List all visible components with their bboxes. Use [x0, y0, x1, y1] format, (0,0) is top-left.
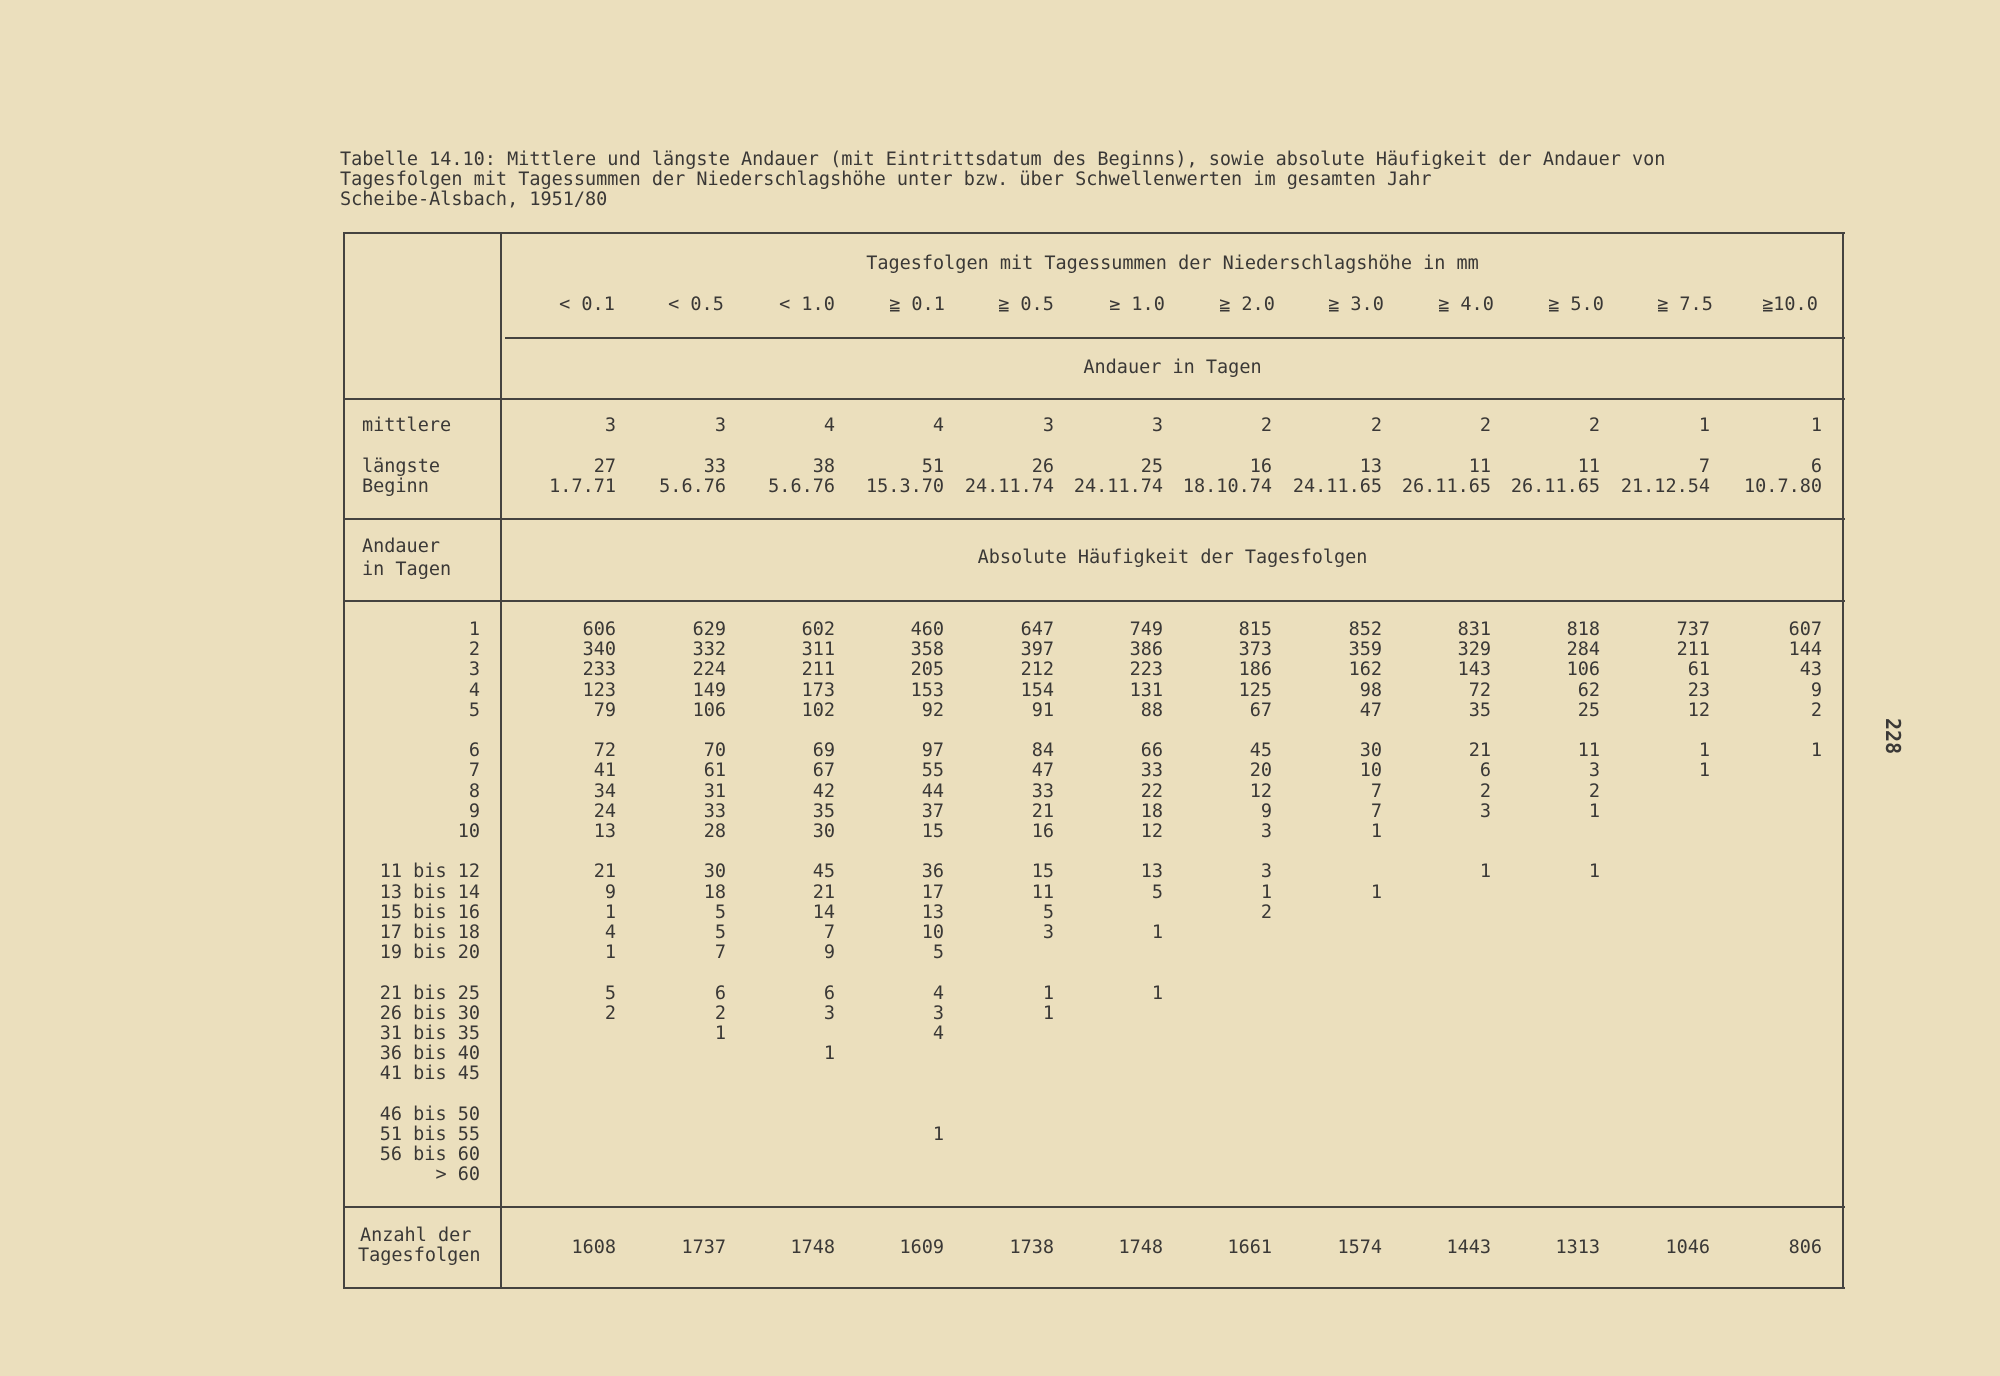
table-cell: 606: [582, 619, 616, 640]
mittlere-value: 4: [823, 415, 835, 436]
column-header: ≧ 3.0: [1328, 294, 1384, 315]
table-cell: 2: [604, 1003, 616, 1024]
frequency-header: Absolute Häufigkeit der Tagesfolgen: [977, 547, 1368, 568]
table-cell: 852: [1348, 619, 1382, 640]
table-cell: 211: [801, 659, 835, 680]
table-cell: 205: [910, 659, 944, 680]
table-cell: 18: [1140, 801, 1163, 822]
table-cell: 28: [703, 821, 726, 842]
table-cell: 818: [1566, 619, 1600, 640]
table-cell: 20: [1249, 760, 1272, 781]
table-cell: 173: [801, 680, 835, 701]
table-top-rule: [345, 232, 1845, 234]
table-cell: 98: [1359, 680, 1382, 701]
total-value: 1748: [790, 1237, 835, 1258]
table-cell: 607: [1788, 619, 1822, 640]
beginn-value: 26.11.65: [1510, 476, 1600, 497]
beginn-value: 15.3.70: [866, 476, 944, 497]
table-cell: 30: [1359, 740, 1382, 761]
column-header: < 0.1: [559, 294, 615, 315]
table-cell: 749: [1129, 619, 1163, 640]
table-cell: 7: [1370, 781, 1382, 802]
table-cell: 84: [1031, 740, 1054, 761]
row-label: 46 bis 50: [379, 1104, 480, 1125]
table-cell: 1: [1042, 1003, 1054, 1024]
table-cell: 3: [823, 1003, 835, 1024]
table-cell: 284: [1566, 639, 1600, 660]
row-label: 4: [468, 680, 480, 701]
laengste-value: 11: [1577, 456, 1600, 477]
row-label: 5: [468, 700, 480, 721]
table-cell: 233: [582, 659, 616, 680]
table-cell: 7: [1370, 801, 1382, 822]
total-value: 1574: [1337, 1237, 1382, 1258]
table-cell: 332: [692, 639, 726, 660]
table-cell: 1: [1370, 821, 1382, 842]
table-cell: 70: [703, 740, 726, 761]
table-cell: 72: [593, 740, 616, 761]
stats-rule: [345, 518, 1845, 520]
laengste-value: 25: [1140, 456, 1163, 477]
row-label: 2: [468, 639, 480, 660]
table-cell: 4: [932, 983, 944, 1004]
table-cell: 92: [921, 700, 944, 721]
table-cell: 1: [1810, 740, 1822, 761]
table-right-border: [1842, 232, 1844, 1289]
row-label: 9: [468, 801, 480, 822]
table-cell: 4: [932, 1023, 944, 1044]
row-label: 8: [468, 781, 480, 802]
beginn-value: 10.7.80: [1744, 476, 1822, 497]
table-cell: 6: [823, 983, 835, 1004]
table-cell: 10: [921, 922, 944, 943]
table-cell: 2: [1260, 902, 1272, 923]
table-cell: 30: [703, 861, 726, 882]
mittlere-value: 4: [932, 415, 944, 436]
mittlere-value: 2: [1260, 415, 1272, 436]
table-cell: 45: [1249, 740, 1272, 761]
table-cell: 5: [1151, 882, 1163, 903]
table-cell: 5: [1042, 902, 1054, 923]
table-cell: 67: [812, 760, 835, 781]
table-cell: 1: [1151, 983, 1163, 1004]
row-label: 36 bis 40: [379, 1043, 480, 1064]
table-cell: 143: [1457, 659, 1491, 680]
table-cell: 162: [1348, 659, 1382, 680]
table-cell: 1: [1698, 740, 1710, 761]
row-label: > 60: [435, 1164, 480, 1185]
beginn-label: Beginn: [362, 476, 429, 497]
row-label: 1: [468, 619, 480, 640]
table-cell: 1: [932, 1124, 944, 1145]
table-cell: 5: [714, 922, 726, 943]
table-cell: 13: [1140, 861, 1163, 882]
column-header: ≥ 1.0: [1109, 294, 1165, 315]
total-value: 1748: [1118, 1237, 1163, 1258]
row-label: 19 bis 20: [379, 942, 480, 963]
beginn-value: 26.11.65: [1401, 476, 1491, 497]
table-cell: 11: [1577, 740, 1600, 761]
laengste-value: 16: [1249, 456, 1272, 477]
row-label: 51 bis 55: [379, 1124, 480, 1145]
mittlere-value: 3: [1042, 415, 1054, 436]
table-cell: 33: [703, 801, 726, 822]
table-cell: 397: [1020, 639, 1054, 660]
total-value: 1443: [1446, 1237, 1491, 1258]
table-cell: 311: [801, 639, 835, 660]
laengste-value: 7: [1698, 456, 1710, 477]
mittlere-value: 2: [1370, 415, 1382, 436]
table-cell: 21: [812, 882, 835, 903]
table-cell: 1: [1588, 861, 1600, 882]
table-cell: 47: [1031, 760, 1054, 781]
table-cell: 18: [703, 882, 726, 903]
table-cell: 14: [812, 902, 835, 923]
group-header: Tagesfolgen mit Tagessummen der Niederschlagshöhe in mm: [866, 253, 1479, 274]
row-label: 31 bis 35: [379, 1023, 480, 1044]
table-cell: 61: [703, 760, 726, 781]
andauer-rule: [345, 398, 1845, 400]
table-cell: 33: [1140, 760, 1163, 781]
table-cell: 223: [1129, 659, 1163, 680]
table-cell: 629: [692, 619, 726, 640]
table-cell: 1: [1151, 922, 1163, 943]
total-value: 1661: [1227, 1237, 1272, 1258]
table-cell: 30: [812, 821, 835, 842]
table-cell: 12: [1140, 821, 1163, 842]
table-cell: 61: [1687, 659, 1710, 680]
table-cell: 1: [1588, 801, 1600, 822]
beginn-value: 1.7.71: [549, 476, 616, 497]
table-cell: 12: [1687, 700, 1710, 721]
table-left-border: [343, 232, 345, 1289]
total-value: 1608: [571, 1237, 616, 1258]
table-cell: 106: [692, 700, 726, 721]
header-rule: [505, 337, 1845, 339]
table-cell: 25: [1577, 700, 1600, 721]
row-label: 7: [468, 760, 480, 781]
table-cell: 831: [1457, 619, 1491, 640]
table-cell: 17: [921, 882, 944, 903]
table-cell: 2: [1479, 781, 1491, 802]
table-cell: 106: [1566, 659, 1600, 680]
column-header: ≧10.0: [1762, 294, 1818, 315]
table-cell: 6: [1479, 760, 1491, 781]
table-cell: 35: [812, 801, 835, 822]
row-header-label: Andauer: [362, 536, 440, 557]
table-cell: 9: [604, 882, 616, 903]
table-cell: 3: [1042, 922, 1054, 943]
table-cell: 1: [1479, 861, 1491, 882]
table-cell: 815: [1238, 619, 1272, 640]
table-cell: 22: [1140, 781, 1163, 802]
table-cell: 67: [1249, 700, 1272, 721]
table-caption: Tabelle 14.10: Mittlere und längste Andauer (mit Eintrittsdatum des Beginns), sowie absolute Häufigkeit der Andauer von Tagesfolgen mit Tagessummen der Niederschlagshöhe unter bzw. über Schwellenwerten im gesamten Jahr Scheibe-Alsbach, 1951/80: [340, 149, 1666, 210]
table-cell: 47: [1359, 700, 1382, 721]
table-cell: 123: [582, 680, 616, 701]
table-cell: 24: [593, 801, 616, 822]
table-cell: 7: [714, 942, 726, 963]
table-cell: 359: [1348, 639, 1382, 660]
table-cell: 5: [932, 942, 944, 963]
table-cell: 3: [932, 1003, 944, 1024]
row-label: 56 bis 60: [379, 1144, 480, 1165]
laengste-value: 27: [593, 456, 616, 477]
table-cell: 55: [921, 760, 944, 781]
column-header: ≧ 2.0: [1219, 294, 1275, 315]
laengste-value: 6: [1810, 456, 1822, 477]
table-cell: 16: [1031, 821, 1054, 842]
table-cell: 737: [1676, 619, 1710, 640]
table-cell: 33: [1031, 781, 1054, 802]
row-label: 6: [468, 740, 480, 761]
table-cell: 329: [1457, 639, 1491, 660]
table-cell: 13: [593, 821, 616, 842]
table-cell: 41: [593, 760, 616, 781]
table-cell: 72: [1468, 680, 1491, 701]
table-cell: 460: [910, 619, 944, 640]
body-rule: [345, 1206, 1845, 1208]
table-cell: 37: [921, 801, 944, 822]
table-cell: 23: [1687, 680, 1710, 701]
table-cell: 15: [921, 821, 944, 842]
table-cell: 3: [1260, 861, 1272, 882]
row-label: 26 bis 30: [379, 1003, 480, 1024]
table-cell: 154: [1020, 680, 1054, 701]
row-label: 41 bis 45: [379, 1063, 480, 1084]
table-cell: 12: [1249, 781, 1272, 802]
total-value: 1313: [1555, 1237, 1600, 1258]
table-cell: 69: [812, 740, 835, 761]
beginn-value: 24.11.74: [1073, 476, 1163, 497]
table-cell: 21: [1468, 740, 1491, 761]
laengste-label: längste: [362, 456, 440, 477]
row-label: 3: [468, 659, 480, 680]
table-cell: 42: [812, 781, 835, 802]
table-cell: 97: [921, 740, 944, 761]
row-label: 13 bis 14: [379, 882, 480, 903]
freq-header-rule: [345, 600, 1845, 602]
table-cell: 2: [714, 1003, 726, 1024]
table-cell: 211: [1676, 639, 1710, 660]
mittlere-value: 3: [714, 415, 726, 436]
mittlere-value: 3: [1151, 415, 1163, 436]
table-cell: 144: [1788, 639, 1822, 660]
column-header: ≧ 0.1: [889, 294, 945, 315]
table-bottom-rule: [345, 1287, 1845, 1289]
mittlere-value: 2: [1588, 415, 1600, 436]
table-cell: 31: [703, 781, 726, 802]
table-cell: 149: [692, 680, 726, 701]
table-cell: 1: [714, 1023, 726, 1044]
laengste-value: 51: [921, 456, 944, 477]
table-cell: 6: [714, 983, 726, 1004]
total-value: 1609: [899, 1237, 944, 1258]
mittlere-label: mittlere: [362, 415, 452, 436]
laengste-value: 38: [812, 456, 835, 477]
table-cell: 66: [1140, 740, 1163, 761]
table-cell: 34: [593, 781, 616, 802]
beginn-value: 5.6.76: [659, 476, 726, 497]
table-cell: 44: [921, 781, 944, 802]
table-cell: 1: [1370, 882, 1382, 903]
beginn-value: 21.12.54: [1620, 476, 1710, 497]
row-label: 10: [457, 821, 480, 842]
table-cell: 9: [1810, 680, 1822, 701]
row-label: 17 bis 18: [379, 922, 480, 943]
table-cell: 186: [1238, 659, 1272, 680]
table-cell: 386: [1129, 639, 1163, 660]
total-value: 806: [1788, 1237, 1822, 1258]
table-cell: 224: [692, 659, 726, 680]
table-cell: 131: [1129, 680, 1163, 701]
table-cell: 36: [921, 861, 944, 882]
mittlere-value: 1: [1810, 415, 1822, 436]
table-cell: 3: [1588, 760, 1600, 781]
table-cell: 9: [1260, 801, 1272, 822]
beginn-value: 24.11.74: [964, 476, 1054, 497]
table-cell: 21: [1031, 801, 1054, 822]
table-cell: 21: [593, 861, 616, 882]
table-cell: 11: [1031, 882, 1054, 903]
mittlere-value: 2: [1479, 415, 1491, 436]
table-cell: 1: [1042, 983, 1054, 1004]
table-cell: 1: [604, 942, 616, 963]
table-cell: 153: [910, 680, 944, 701]
table-cell: 2: [1588, 781, 1600, 802]
table-cell: 102: [801, 700, 835, 721]
table-cell: 9: [823, 942, 835, 963]
table-cell: 647: [1020, 619, 1054, 640]
laengste-value: 26: [1031, 456, 1054, 477]
table-cell: 1: [604, 902, 616, 923]
total-label: Anzahl der: [360, 1225, 472, 1246]
laengste-value: 11: [1468, 456, 1491, 477]
table-cell: 125: [1238, 680, 1272, 701]
mittlere-value: 1: [1698, 415, 1710, 436]
table-cell: 373: [1238, 639, 1272, 660]
beginn-value: 18.10.74: [1182, 476, 1272, 497]
row-header-label: in Tagen: [362, 559, 452, 580]
total-value: 1738: [1009, 1237, 1054, 1258]
table-cell: 340: [582, 639, 616, 660]
table-cell: 212: [1020, 659, 1054, 680]
table-cell: 5: [604, 983, 616, 1004]
table-cell: 1: [1260, 882, 1272, 903]
column-header: ≧ 0.5: [998, 294, 1054, 315]
row-label: 15 bis 16: [379, 902, 480, 923]
total-label: Tagesfolgen: [358, 1245, 481, 1266]
table-cell: 4: [604, 922, 616, 943]
beginn-value: 5.6.76: [768, 476, 835, 497]
table-cell: 62: [1577, 680, 1600, 701]
column-header: < 0.5: [668, 294, 724, 315]
table-cell: 10: [1359, 760, 1382, 781]
table-cell: 7: [823, 922, 835, 943]
row-label: 21 bis 25: [379, 983, 480, 1004]
table-cell: 2: [1810, 700, 1822, 721]
andauer-header: Andauer in Tagen: [1083, 357, 1262, 378]
total-value: 1737: [681, 1237, 726, 1258]
laengste-value: 13: [1359, 456, 1382, 477]
table-cell: 3: [1260, 821, 1272, 842]
beginn-value: 24.11.65: [1292, 476, 1382, 497]
column-header: ≧ 7.5: [1657, 294, 1713, 315]
table-cell: 1: [823, 1043, 835, 1064]
column-header: < 1.0: [779, 294, 835, 315]
table-cell: 79: [593, 700, 616, 721]
table-cell: 35: [1468, 700, 1491, 721]
table-cell: 602: [801, 619, 835, 640]
table-cell: 15: [1031, 861, 1054, 882]
column-header: ≧ 4.0: [1438, 294, 1494, 315]
table-cell: 1: [1698, 760, 1710, 781]
row-label: 11 bis 12: [379, 861, 480, 882]
mittlere-value: 3: [604, 415, 616, 436]
table-cell: 43: [1799, 659, 1822, 680]
table-cell: 5: [714, 902, 726, 923]
laengste-value: 33: [703, 456, 726, 477]
table-cell: 45: [812, 861, 835, 882]
table-cell: 88: [1140, 700, 1163, 721]
table-cell: 3: [1479, 801, 1491, 822]
total-value: 1046: [1665, 1237, 1710, 1258]
page-number: 228: [1881, 718, 1905, 755]
table-cell: 358: [910, 639, 944, 660]
table-cell: 13: [921, 902, 944, 923]
column-header: ≧ 5.0: [1548, 294, 1604, 315]
table-cell: 91: [1031, 700, 1054, 721]
